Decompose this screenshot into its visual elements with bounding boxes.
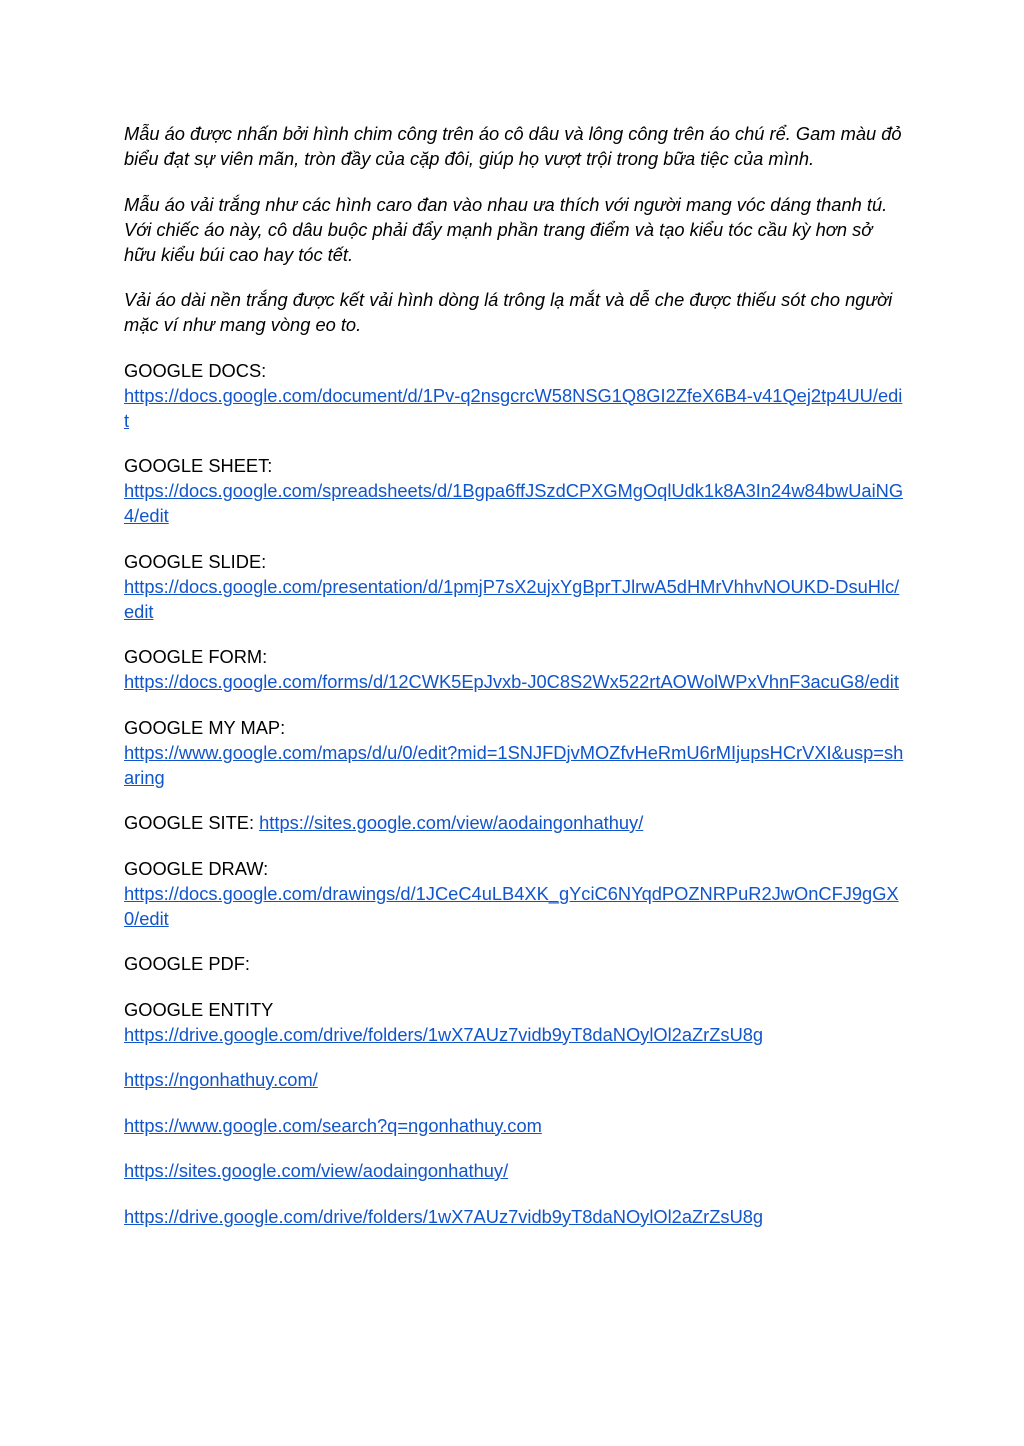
extra-link-block-1 bbox=[124, 1067, 904, 1092]
extra-link-block-4 bbox=[124, 1204, 904, 1229]
paragraph-1: Mẫu áo được nhấn bởi hình chim công trên áo cô dâu và lông công trên áo chú rể. Gam màu đỏ biểu đạt sự viên mãn, tròn đầy của cặp đôi, giúp họ vượt trội trong bữa tiệc của mình. bbox=[124, 123, 902, 169]
google-docs-link[interactable]: https://docs.google.com/document/d/1Pv-q2nsgcrcW58NSG1Q8GI2ZfeX6B4-v41Qej2tp4UU/edit bbox=[124, 384, 903, 431]
google-slide-block bbox=[124, 549, 904, 624]
google-form-label: GOOGLE FORM: bbox=[124, 646, 268, 667]
google-draw-link[interactable]: https://docs.google.com/drawings/d/1JCeC4uLB4XK_gYciC6NYqdPOZNRPuR2JwOnCFJ9gGX0/edit bbox=[124, 882, 899, 929]
google-sheet-label: GOOGLE SHEET: bbox=[124, 455, 273, 476]
google-sheet-block bbox=[124, 453, 904, 528]
google-entity-label: GOOGLE ENTITY bbox=[124, 998, 274, 1020]
google-draw-block bbox=[124, 856, 904, 931]
google-slide-link[interactable]: https://docs.google.com/presentation/d/1pmjP7sX2ujxYgBprTJlrwA5dHMrVhhvNOUKD-DsuHlc/edit bbox=[124, 575, 900, 622]
google-entity-block bbox=[124, 997, 904, 1047]
google-docs-block bbox=[124, 358, 904, 433]
google-mymap-block bbox=[124, 715, 904, 790]
sites-link[interactable]: https://sites.google.com/view/aodaingonhathuy/ bbox=[124, 1160, 509, 1181]
google-form-link[interactable]: https://docs.google.com/forms/d/12CWK5EpJvxb-J0C8S2Wx522rtAOWolWPxVhnF3acuG8/edit bbox=[124, 671, 899, 692]
google-mymap-label: GOOGLE MY MAP: bbox=[124, 716, 286, 738]
drive-folder-link[interactable]: https://drive.google.com/drive/folders/1wX7AUz7vidb9yT8daNOylOl2aZrZsU8g bbox=[124, 1205, 764, 1227]
paragraph-3: Vải áo dài nền trắng được kết vải hình dòng lá trông lạ mắt và dễ che được thiếu sót cho người mặc ví như mang vòng eo to. bbox=[124, 289, 893, 335]
google-entity-link[interactable]: https://drive.google.com/drive/folders/1wX7AUz7vidb9yT8daNOylOl2aZrZsU8g bbox=[124, 1023, 764, 1045]
google-site-label: GOOGLE SITE: bbox=[124, 812, 255, 833]
paragraph-2: Mẫu áo vải trắng như các hình caro đan vào nhau ưa thích với người mang vóc dáng thanh tú. Với chiếc áo này, cô dâu buộc phải đẩy mạnh phần trang điểm và tạo kiểu tóc cầu kỳ hơn sở hữu kiểu búi cao hay tóc tết. bbox=[124, 193, 888, 265]
extra-link-block-2 bbox=[124, 1113, 904, 1138]
google-sheet-link[interactable]: https://docs.google.com/spreadsheets/d/1Bgpa6ffJSzdCPXGMgOqlUdk1k8A3In24w84bwUaiNG4/edit bbox=[124, 480, 904, 526]
google-site-link[interactable]: https://sites.google.com/view/aodaingonhathuy/ bbox=[259, 812, 644, 833]
google-pdf-label: GOOGLE PDF: bbox=[124, 953, 250, 974]
google-docs-label: GOOGLE DOCS: bbox=[124, 359, 267, 381]
google-slide-label: GOOGLE SLIDE: bbox=[124, 550, 267, 572]
google-search-link[interactable]: https://www.google.com/search?q=ngonhathuy.com bbox=[124, 1114, 542, 1136]
extra-link-block-3 bbox=[124, 1158, 904, 1183]
google-pdf-block bbox=[124, 951, 904, 976]
google-form-block bbox=[124, 644, 904, 694]
google-mymap-link[interactable]: https://www.google.com/maps/d/u/0/edit?mid=1SNJFDjvMOZfvHeRmU6rMIjupsHCrVXI&usp=sharing bbox=[124, 741, 904, 788]
google-site-block bbox=[124, 810, 904, 835]
website-link[interactable]: https://ngonhathuy.com/ bbox=[124, 1069, 318, 1090]
google-draw-label: GOOGLE DRAW: bbox=[124, 857, 269, 879]
